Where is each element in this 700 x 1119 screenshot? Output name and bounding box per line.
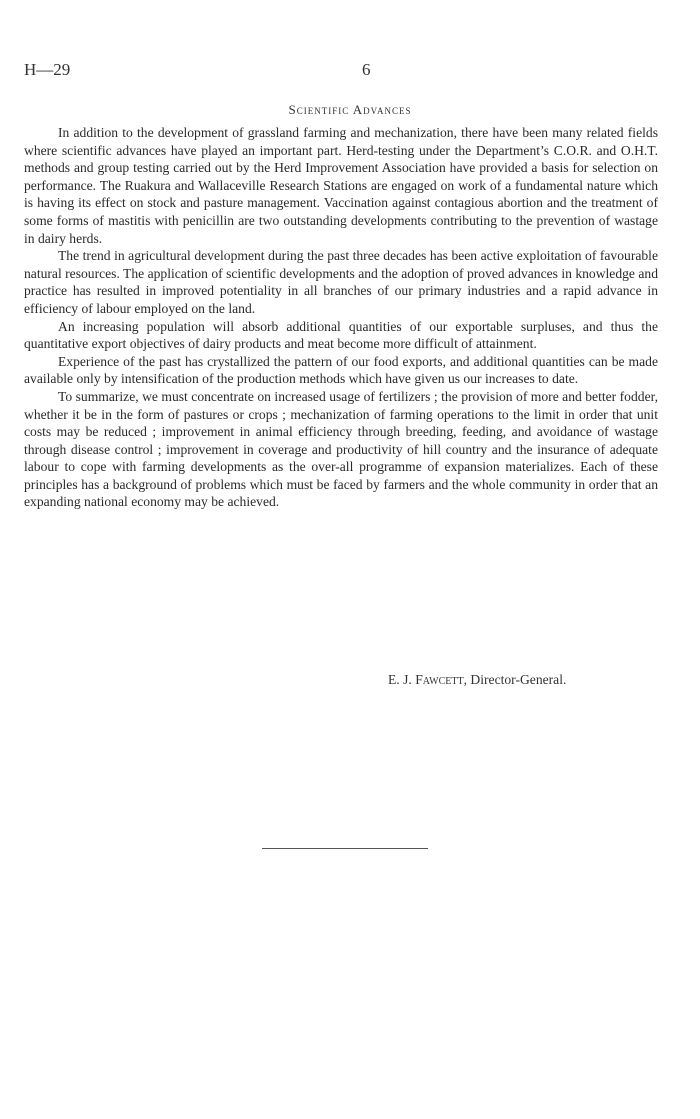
document-reference: H—29 bbox=[24, 60, 71, 79]
paragraph: The trend in agricultural development during the past three decades has been active exploitation of favourable natural resources. The application of scientific developments and the adoption of proved advances in knowledge and practice has resulted in improved potentiality in all branches of our primary industries and a rapid advance in efficiency of labour employed on the land. bbox=[24, 248, 658, 316]
paragraph: Experience of the past has crystallized the pattern of our food exports, and additional quantities can be made available only by intensification of the production methods which have given us our increases to date. bbox=[24, 353, 658, 387]
body-text bbox=[24, 124, 658, 511]
paragraph: To summarize, we must concentrate on increased usage of fertilizers ; the provision of more and better fodder, whether it be in the form of pastures or crops ; mechanization of farming operations to the limit in order that unit costs may be reduced ; improvement in animal efficiency through breeding, feeding, and avoidance of wastage through disease control ; improvement in coverage and productivity of hill country and the insurance of adequate labour to cope with farming developments as the over-all programme of expansion materializes. Each of these principles has a background of problems which must be faced by farmers and the whole community in order that an expanding national economy may be achieved. bbox=[24, 388, 658, 510]
page-number: 6 bbox=[362, 60, 371, 79]
signatory-title: Director-General. bbox=[470, 672, 567, 687]
page-header bbox=[24, 60, 664, 80]
signature bbox=[388, 672, 566, 688]
paragraph: In addition to the development of grassland farming and mechanization, there have been many related fields where scientific advances have played an important part. Herd-testing under the Department’s C.O.R. and O.H.T. methods and group testing carried out by the Herd Improvement Association have provided a basis for selection on performance. The Ruakura and Wallaceville Research Stations are engaged on work of a fundamental nature which is having its effect on stock and pasture management. Vaccination against contagious abortion and the treatment of some forms of mastitis with penicillin are two outstanding developments contributing to the prevention of wastage in dairy herds. bbox=[24, 125, 658, 246]
signatory-name: E. J. Fawcett, bbox=[388, 672, 468, 687]
end-rule bbox=[262, 848, 428, 849]
section-title: Scientific Advances bbox=[288, 102, 412, 117]
paragraph: An increasing population will absorb additional quantities of our exportable surpluses, and thus the quantitative export objectives of dairy products and meat become more difficult of attainment. bbox=[24, 318, 658, 352]
